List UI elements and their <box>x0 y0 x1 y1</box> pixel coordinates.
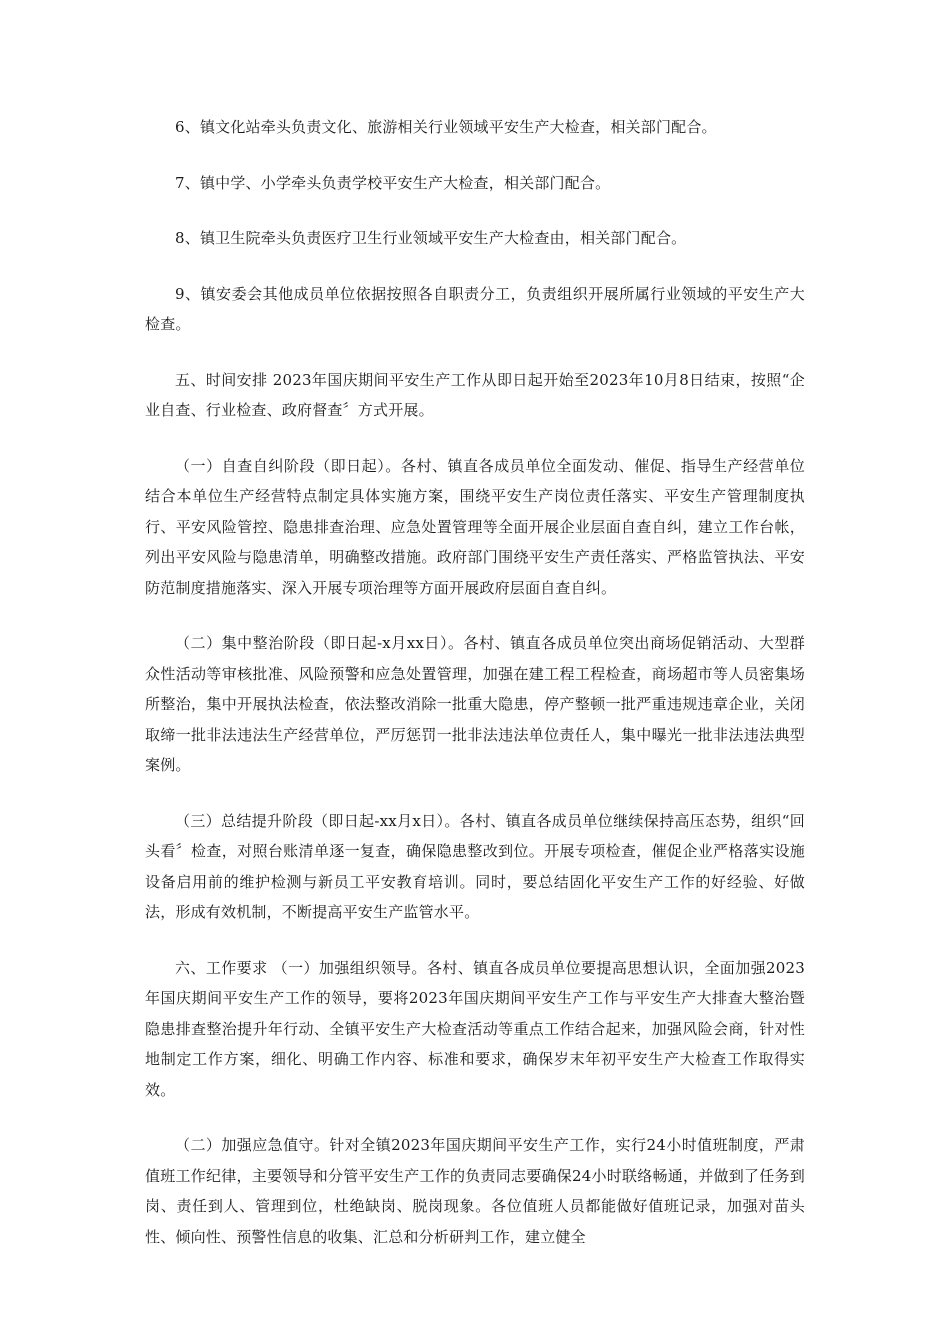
paragraph-section-5-schedule: 五、时间安排 2023年国庆期间平安生产工作从即日起开始至2023年10月8日结束，按照“企业自查、行业检查、政府督查〞方式开展。 <box>145 370 805 419</box>
paragraph-stage-3-summary: （三）总结提升阶段（即日起-xx月x日）。各村、镇直各成员单位继续保持高压态势，组织“回头看〞检查，对照台账清单逐一复查，确保隐患整改到位。开展专项检查，催促企业严格落实设施设备启用前的维护检测与新员工平安教育培训。同时，要总结固化平安生产工作的好经验、好做法，形成有效机制，不断提高平安生产监管水平。 <box>145 811 805 921</box>
paragraph-item-7: 7、镇中学、小学牵头负责学校平安生产大检查，相关部门配合。 <box>175 173 611 192</box>
paragraph-item-6: 6、镇文化站牵头负责文化、旅游相关行业领域平安生产大检查，相关部门配合。 <box>175 118 717 136</box>
paragraph-emergency-duty: （二）加强应急值守。针对全镇2023年国庆期间平安生产工作，实行24小时值班制度，严肃值班工作纪律，主要领导和分管平安生产工作的负责同志要确保24小时联络畅通，并做到了任务到岗、责任到人、管理到位，杜绝缺岗、脱岗现象。各位值班人员都能做好值班记录，加强对苗头性、倾向性、预警性信息的收集、汇总和分析研判工作，建立健全 <box>145 1136 805 1246</box>
paragraph-stage-1-self-check: （一）自查自纠阶段（即日起）。各村、镇直各成员单位全面发动、催促、指导生产经营单位结合本单位生产经营特点制定具体实施方案，围绕平安生产岗位责任落实、平安生产管理制度执行、平安风险管控、隐患排查治理、应急处置管理等全面开展企业层面自查自纠，建立工作台帐，列出平安风险与隐患清单，明确整改措施。政府部门围绕平安生产责任落实、严格监管执法、平安防范制度措施落实、深入开展专项治理等方面开展政府层面自查自纠。 <box>145 456 805 597</box>
paragraph-stage-2-rectification: （二）集中整治阶段（即日起-x月xx日）。各村、镇直各成员单位突出商场促销活动、大型群众性活动等审核批准、风险预警和应急处置管理，加强在建工程工程检查，商场超市等人员密集场所整治，集中开展执法检查，依法整改消除一批重大隐患，停产整顿一批严重违规违章企业，关闭取缔一批非法违法生产经营单位，严厉惩罚一批非法违法单位责任人，集中曝光一批非法违法典型案例。 <box>145 634 805 774</box>
paragraph-section-6-requirements: 六、工作要求 （一）加强组织领导。各村、镇直各成员单位要提高思想认识，全面加强2023年国庆期间平安生产工作的领导，要将2023年国庆期间平安生产工作与平安生产大排查大整治暨隐患排查整治提升年行动、全镇平安生产大检查活动等重点工作结合起来，加强风险会商，针对性地制定工作方案，细化、明确工作内容、标准和要求，确保岁末年初平安生产大检查工作取得实效。 <box>145 958 805 1099</box>
paragraph-item-9: 9、镇安委会其他成员单位依据按照各自职责分工，负责组织开展所属行业领域的平安生产大检查。 <box>145 284 805 333</box>
paragraph-item-8: 8、镇卫生院牵头负责医疗卫生行业领域平安生产大检查由，相关部门配合。 <box>175 229 687 247</box>
document-page <box>145 112 805 1277</box>
